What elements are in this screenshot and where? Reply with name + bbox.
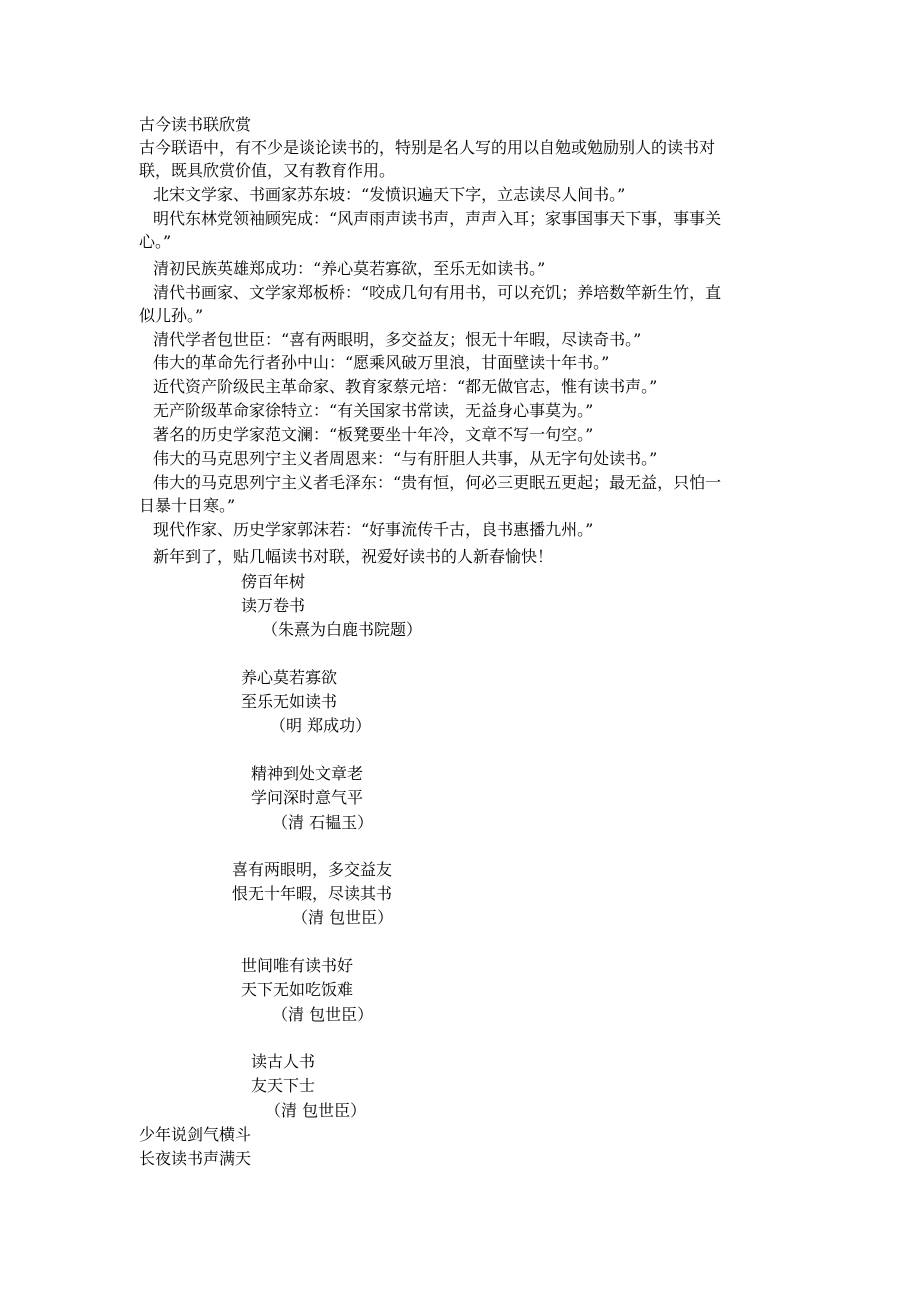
couplet-line: 喜有两眼明，多交益友 [232,860,393,879]
couplet-line: 傍百年树 [241,572,306,591]
quote-paragraph [139,281,789,327]
quote-line: 清初民族英雄郑成功：“养心莫若寡欲，至乐无如读书。” [153,259,546,278]
quote-line: 明代东林党领袖顾宪成：“风声雨声读书声，声声入耳；家事国事天下事，事事关 [153,209,722,228]
quote-line: 伟大的马克思列宁主义者周恩来：“与有肝胆人共事，从无字句处读书。” [153,449,658,468]
intro-paragraph [139,136,789,182]
couplet-credit: （清 包世臣） [265,1101,367,1120]
couplet-credit: （明 郑成功） [270,716,372,735]
quote-paragraph [139,399,789,422]
couplet-line: 养心莫若寡欲 [241,668,338,687]
quote-paragraph [139,207,789,253]
quote-line: 清代学者包世臣：“喜有两眼明，多交益友；恨无十年暇，尽读奇书。” [153,330,642,349]
quote-paragraph [139,375,789,398]
quote-paragraph [139,183,789,206]
couplet-line: 恨无十年暇，尽读其书 [232,884,393,903]
quote-line: 伟大的马克思列宁主义者毛泽东：“贵有恒，何必三更眠五更起；最无益，只怕一 [153,473,722,492]
couplet-credit: （朱熹为白鹿书院题） [262,620,423,639]
couplet-line: 世间唯有读书好 [241,956,354,975]
new-year-line: 新年到了，贴几幅读书对联，祝爱好读书的人新春愉快！ [153,547,554,566]
quote-line: 近代资产阶级民主革命家、教育家蔡元培：“都无做官志，惟有读书声。” [153,377,658,396]
quote-paragraph [139,351,789,374]
quote-line: 现代作家、历史学家郭沫若：“好事流传千古，良书惠播九州。” [153,520,594,539]
couplet-credit: （清 包世臣） [292,908,394,927]
quote-line: 清代书画家、文学家郑板桥：“咬成几句有用书，可以充饥；养培数竿新生竹，直 [153,283,722,302]
couplet-line: 读万卷书 [241,596,306,615]
couplet-line: 天下无如吃饭难 [241,980,354,999]
quote-line: 日暴十日寒。” [139,496,236,516]
quote-line: 著名的历史学家范文澜：“板凳要坐十年冷，文章不写一句空。” [153,425,594,444]
quote-paragraph [139,471,789,517]
couplet-line: 至乐无如读书 [241,692,338,711]
couplet-line: 友天下士 [251,1076,316,1095]
couplet-line: 读古人书 [251,1052,316,1071]
quote-paragraph [139,518,789,541]
couplet-credit: （清 石韫玉） [272,813,374,832]
document-title: 古今读书联欣赏 [139,115,252,134]
couplet-credit: （清 包世臣） [272,1005,374,1024]
quote-line: 无产阶级革命家徐特立：“有关国家书常读，无益身心事莫为。” [153,401,594,420]
quote-paragraph [139,447,789,470]
quote-paragraph [139,328,789,351]
quote-line: 心。” [139,232,172,252]
intro-line: 古今联语中，有不少是谈论读书的，特别是名人写的用以自勉或勉励别人的读书对 [139,138,716,157]
final-couplet-line: 长夜读书声满天 [139,1149,252,1168]
quote-line: 伟大的革命先行者孙中山：“愿乘风破万里浪，甘面壁读十年书。” [153,353,610,372]
intro-line: 联，既具欣赏价值，又有教育作用。 [139,161,396,181]
quote-line: 似儿孙。” [139,306,204,326]
quote-paragraph [139,257,789,280]
couplet-line: 学问深时意气平 [251,788,364,807]
couplet-line: 精神到处文章老 [251,764,364,783]
quote-line: 北宋文学家、书画家苏东坡：“发愤识遍天下字，立志读尽人间书。” [153,185,626,204]
final-couplet-line: 少年说剑气横斗 [139,1125,252,1144]
quote-paragraph [139,423,789,446]
